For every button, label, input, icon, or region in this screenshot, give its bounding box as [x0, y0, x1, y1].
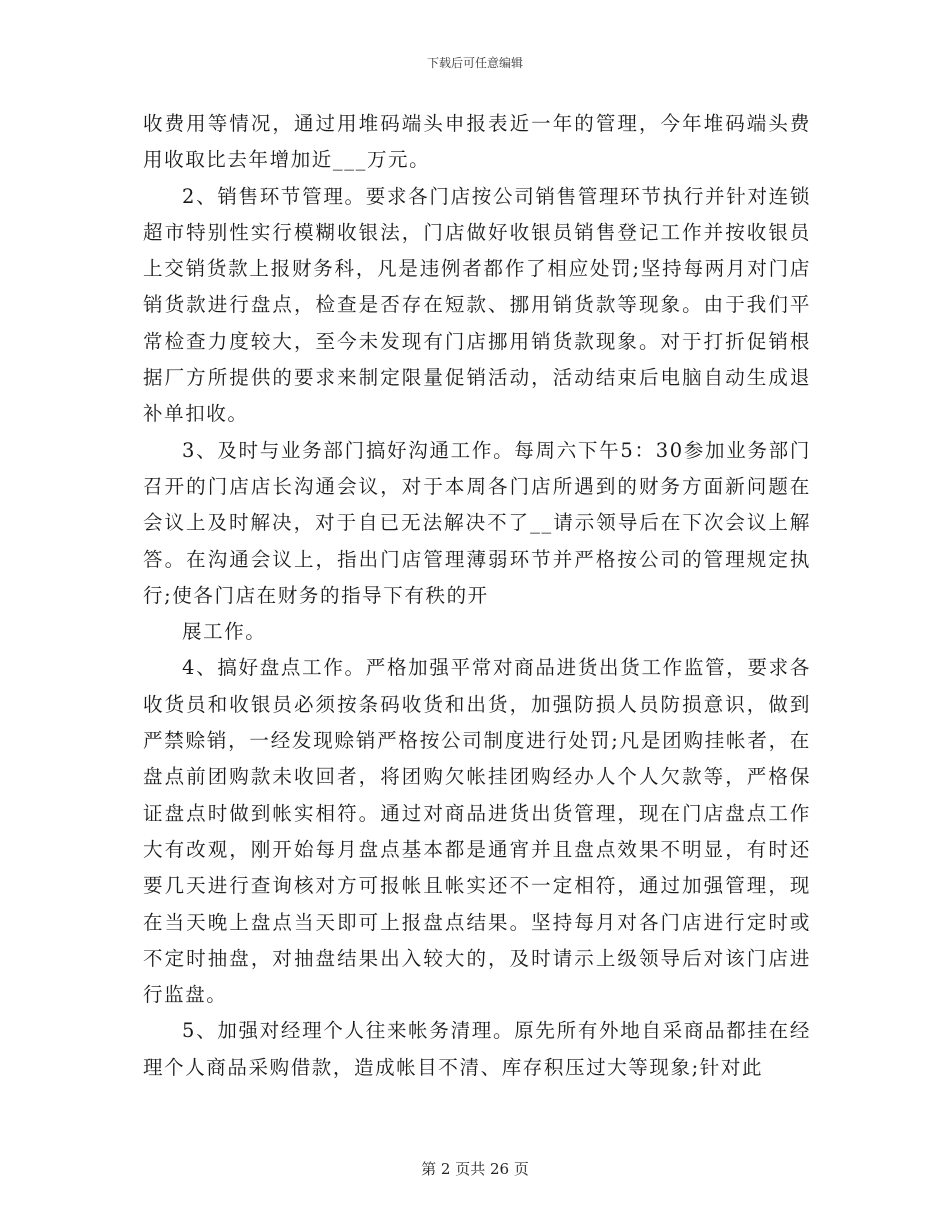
paragraph-inventory-check: 4、搞好盘点工作。严格加强平常对商品进货出货工作监管，要求各收货员和收银员必须按条码收货和出货，加强防损人员防损意识，做到严禁赊销，一经发现赊销严格按公司制度进行处罚;凡是团购挂帐者，在盘点前团购款未收回者，将团购欠帐挂团购经办人个人欠款等，严格保证盘点时做到帐实相符。通过对商品进货出货管理，现在门店盘点工作大有改观，刚开始每月盘点基本都是通宵并且盘点效果不明显，有时还要几天进行查询核对方可报帐且帐实还不一定相符，通过加强管理，现在当天晚上盘点当天即可上报盘点结果。坚持每月对各门店进行定时或不定时抽盘，对抽盘结果出入较大的，及时请示上级领导后对该门店进行监盘。	[143, 656, 811, 1007]
paragraph-manager-accounts: 5、加强对经理个人往来帐务清理。原先所有外地自采商品都挂在经理个人商品采购借款，造成帐目不清、库存积压过大等现象;针对此	[143, 1019, 811, 1079]
paragraph-communication-tail: 展工作。	[182, 620, 267, 644]
paragraph-sales-management: 2、销售环节管理。要求各门店按公司销售管理环节执行并针对连锁超市特别性实行模糊收银法，门店做好收银员销售登记工作并按收银员上交销货款上报财务科，凡是违例者都作了相应处罚;坚持每两月对门店销货款进行盘点，检查是否存在短款、挪用销货款等现象。由于我们平常检查力度较大，至今未发现有门店挪用销货款现象。对于打折促销根据厂方所提供的要求来制定限量促销活动，活动结束后电脑自动生成退补单扣收。	[143, 184, 811, 426]
paragraph-continuation: 收费用等情况，通过用堆码端头申报表近一年的管理，今年堆码端头费用收取比去年增加近___万元。	[143, 112, 811, 172]
paragraph-communication: 3、及时与业务部门搞好沟通工作。每周六下午5：30参加业务部门召开的门店店长沟通会议，对于本周各门店所遇到的财务方面新问题在会议上及时解决，对于自已无法解决不了__请示领导后在下次会议上解答。在沟通会议上，指出门店管理薄弱环节并严格按公司的管理规定执行;使各门店在财务的指导下有秩的开	[143, 438, 811, 607]
page-header: 下载后可任意编辑	[426, 56, 523, 70]
page-footer: 第 2 页共 26 页	[421, 1160, 529, 1178]
document-body	[143, 106, 811, 1086]
